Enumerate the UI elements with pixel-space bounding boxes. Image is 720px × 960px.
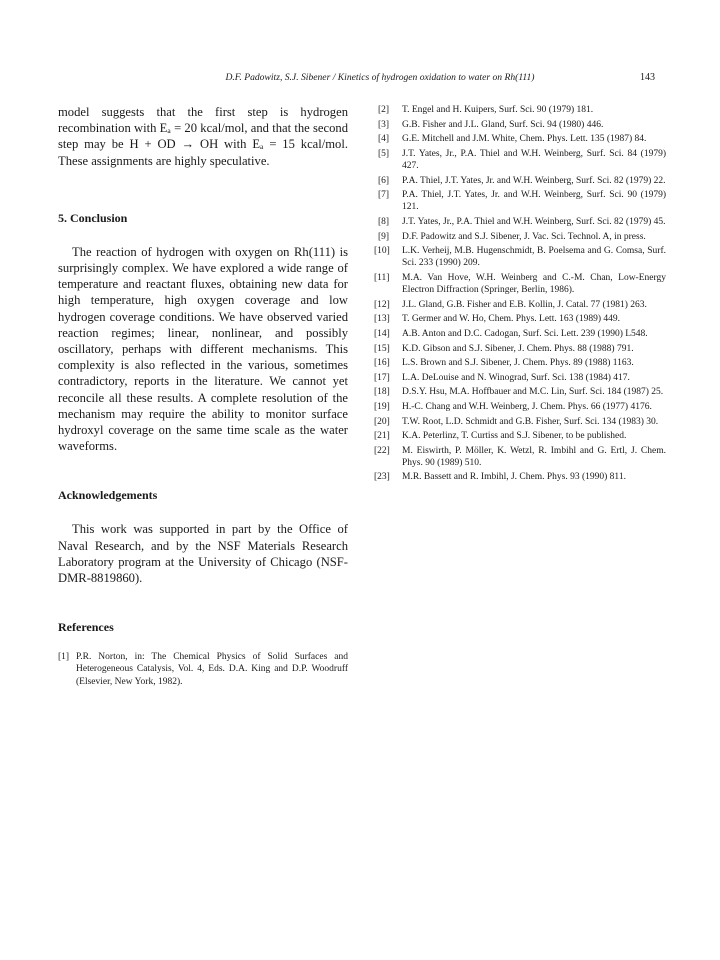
reference-number: [8] bbox=[378, 216, 390, 227]
reference-text: A.B. Anton and D.C. Cadogan, Surf. Sci. Lett. 239 (1990) L548. bbox=[402, 328, 648, 339]
reference-item bbox=[374, 133, 666, 145]
reference-item bbox=[374, 445, 666, 469]
reference-number: [18] bbox=[374, 387, 390, 398]
reference-number: [4] bbox=[378, 134, 390, 145]
reference-item bbox=[374, 386, 666, 398]
reference-item bbox=[374, 148, 666, 172]
reference-number: [3] bbox=[378, 119, 390, 130]
reference-item bbox=[374, 372, 666, 384]
reference-text: T.W. Root, L.D. Schmidt and G.B. Fisher, Surf. Sci. 134 (1983) 30. bbox=[402, 416, 659, 427]
reference-text: K.D. Gibson and S.J. Sibener, J. Chem. Phys. 88 (1988) 791. bbox=[402, 343, 634, 354]
reference-text: T. Engel and H. Kuipers, Surf. Sci. 90 (1979) 181. bbox=[402, 105, 594, 115]
reference-number: [19] bbox=[374, 401, 390, 412]
conclusion-paragraph: The reaction of hydrogen with oxygen on Rh(111) is surprisingly complex. We have explored a wide range of temperature and reactant fluxes, obtaining new data for high temperature, high oxygen coverage and low hydrogen coverage conditions. We have observed varied reaction regimes; linear, nonlinear, and possibly oscillatory, perhaps with different mechanisms. This complexity is also reflected in the various, sometimes contradictory, reports in the literature. We cannot yet reconcile all these results. A complete resolution of the mechanism may require the ability to monitor surface hydroxyl coverage on the same time scale as the water waveforms. bbox=[58, 244, 348, 454]
reference-number: [2] bbox=[378, 105, 390, 115]
reference-text: G.E. Mitchell and J.M. White, Chem. Phys. Lett. 135 (1987) 84. bbox=[402, 134, 647, 145]
reference-number: [23] bbox=[374, 472, 390, 483]
reference-text: D.F. Padowitz and S.J. Sibener, J. Vac. Sci. Technol. A, in press. bbox=[402, 231, 646, 242]
reference-text: D.S.Y. Hsu, M.A. Hoffbauer and M.C. Lin, Surf. Sci. 184 (1987) 25. bbox=[402, 387, 664, 398]
reference-text: J.L. Gland, G.B. Fisher and E.B. Kollin, J. Catal. 77 (1981) 263. bbox=[402, 299, 647, 310]
reference-item bbox=[374, 245, 666, 269]
reference-text: K.A. Peterlinz, T. Curtiss and S.J. Sibener, to be published. bbox=[402, 431, 627, 442]
reference-text: J.T. Yates, Jr., P.A. Thiel and W.H. Weinberg, Surf. Sci. 84 (1979) 427. bbox=[402, 148, 666, 171]
reference-text: G.B. Fisher and J.L. Gland, Surf. Sci. 94 (1980) 446. bbox=[402, 119, 604, 130]
reference-number: [15] bbox=[374, 343, 390, 354]
reference-text: P.A. Thiel, J.T. Yates, Jr. and W.H. Weinberg, Surf. Sci. 82 (1979) 22. bbox=[402, 175, 666, 186]
reference-text: T. Germer and W. Ho, Chem. Phys. Lett. 163 (1989) 449. bbox=[402, 314, 621, 325]
continued-paragraph: model suggests that the first step is hydrogen recombination with Eₐ = 20 kcal/mol, and that the second step may be H + OD → OH with Eₐ = 15 kcal/mol. These assignments are highly speculative. bbox=[58, 105, 348, 168]
reference-text: L.A. DeLouise and N. Winograd, Surf. Sci. 138 (1984) 417. bbox=[402, 372, 630, 383]
reference-item bbox=[374, 401, 666, 413]
reference-text: L.K. Verheij, M.B. Hugenschmidt, B. Poelsema and G. Comsa, Surf. Sci. 233 (1990) 209. bbox=[402, 246, 666, 269]
reference-number: [21] bbox=[374, 431, 390, 442]
reference-text: M.A. Van Hove, W.H. Weinberg and C.-M. Chan, Low-Energy Electron Diffraction (Springer, Berlin, 1986). bbox=[402, 272, 666, 296]
reference-item bbox=[374, 416, 666, 428]
reference-item bbox=[374, 119, 666, 131]
reference-item bbox=[374, 299, 666, 311]
reference-number: [5] bbox=[378, 148, 390, 159]
reference-item bbox=[374, 343, 666, 355]
reference-number: [22] bbox=[374, 445, 390, 456]
reference-item bbox=[374, 328, 666, 340]
reference-number: [12] bbox=[374, 299, 390, 310]
reference-number: [16] bbox=[374, 358, 390, 369]
references-heading: References bbox=[58, 620, 114, 635]
reference-item bbox=[374, 471, 666, 483]
running-head: D.F. Padowitz, S.J. Sibener / Kinetics of hydrogen oxidation to water on Rh(111) bbox=[225, 72, 535, 83]
reference-item bbox=[374, 104, 666, 116]
left-column bbox=[58, 104, 348, 690]
reference-list-column bbox=[374, 104, 666, 486]
reference-list bbox=[374, 104, 666, 484]
reference-text: M. Eiswirth, P. Möller, K. Wetzl, R. Imbihl and G. Ertl, J. Chem. Phys. 90 (1989) 510. bbox=[402, 445, 666, 468]
page-number: 143 bbox=[640, 72, 655, 83]
reference-text: H.-C. Chang and W.H. Weinberg, J. Chem. Phys. 66 (1977) 4176. bbox=[402, 401, 652, 412]
reference-item bbox=[374, 231, 666, 243]
reference-number: [17] bbox=[374, 372, 390, 383]
reference-item bbox=[374, 175, 666, 187]
reference-number: [6] bbox=[378, 175, 390, 186]
reference-item bbox=[58, 651, 348, 688]
reference-number: [10] bbox=[374, 246, 390, 257]
reference-number: [7] bbox=[378, 190, 390, 201]
reference-number: [14] bbox=[374, 328, 390, 339]
acknowledgements-heading: Acknowledgements bbox=[58, 488, 158, 503]
conclusion-heading: 5. Conclusion bbox=[58, 210, 128, 225]
reference-number: [20] bbox=[374, 416, 390, 427]
reference-item bbox=[374, 272, 666, 296]
reference-number: [9] bbox=[378, 231, 390, 242]
reference-text: P.A. Thiel, J.T. Yates, Jr. and W.H. Weinberg, Surf. Sci. 90 (1979) 121. bbox=[402, 190, 666, 213]
reference-item bbox=[374, 216, 666, 228]
reference-number: [1] bbox=[58, 652, 70, 663]
reference-text: M.R. Bassett and R. Imbihl, J. Chem. Phys. 93 (1990) 811. bbox=[402, 472, 626, 483]
reference-number: [13] bbox=[374, 314, 390, 325]
reference-text: P.R. Norton, in: The Chemical Physics of Solid Surfaces and Heterogeneous Catalysis, Vol. 4, Eds. D.A. King and D.P. Woodruff (Elsevier, New York, 1982). bbox=[76, 652, 348, 687]
reference-item bbox=[374, 313, 666, 325]
acknowledgements-paragraph: This work was supported in part by the Office of Naval Research, and by the NSF Materials Research Laboratory program at the University of Chicago (NSF-DMR-8819860). bbox=[58, 522, 348, 586]
reference-item bbox=[374, 430, 666, 442]
reference-number: [11] bbox=[374, 272, 390, 283]
reference-item bbox=[374, 189, 666, 213]
reference-item bbox=[374, 357, 666, 369]
reference-text: L.S. Brown and S.J. Sibener, J. Chem. Phys. 89 (1988) 1163. bbox=[402, 358, 634, 369]
reference-text: J.T. Yates, Jr., P.A. Thiel and W.H. Weinberg, Surf. Sci. 82 (1979) 45. bbox=[402, 216, 666, 227]
